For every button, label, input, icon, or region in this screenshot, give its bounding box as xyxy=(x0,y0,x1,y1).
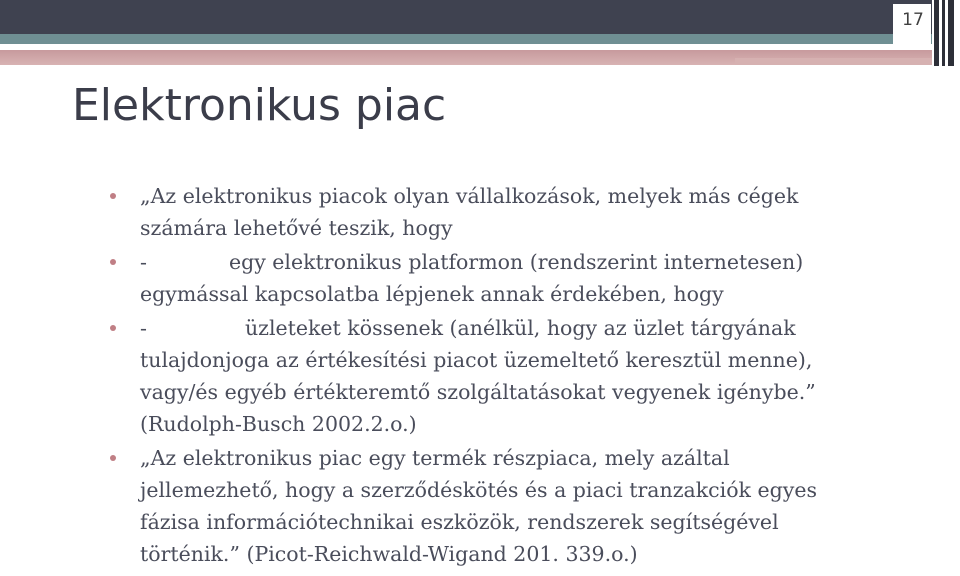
header-band-rose-accent xyxy=(735,58,932,65)
bullet-dot-icon xyxy=(110,193,116,199)
bullet-text-line: tulajdonjoga az értékesítési piacot üzemeltető keresztül menne), xyxy=(140,348,813,372)
dash-marker: - xyxy=(140,250,147,274)
header-stripe xyxy=(934,0,939,66)
bullet-dot-icon xyxy=(110,455,116,461)
list-item xyxy=(110,312,930,440)
list-item xyxy=(110,246,930,310)
bullet-dot-icon xyxy=(110,325,116,331)
bullet-text: üzleteket kössenek (anélkül, hogy az üzlet tárgyának xyxy=(244,316,796,340)
bullet-text: egy elektronikus platformon (rendszerint internetesen) xyxy=(228,250,804,274)
bullet-text-line xyxy=(140,312,930,344)
header-stripes xyxy=(932,0,960,66)
header-stripe xyxy=(948,0,954,66)
dash-marker: - xyxy=(140,316,147,340)
header-stripe xyxy=(942,0,945,66)
bullet-text-line: fázisa információtechnikai eszközök, rendszerek segítségével xyxy=(140,510,779,534)
slide-number: 17 xyxy=(902,10,924,30)
header-band-teal xyxy=(0,34,932,44)
page-title: Elektronikus piac xyxy=(72,80,447,131)
bullet-text-line: (Rudolph-Busch 2002.2.o.) xyxy=(140,412,417,436)
list-item xyxy=(110,442,930,570)
bullet-dot-icon xyxy=(110,259,116,265)
bullet-text-line: jellemezhető, hogy a szerződéskötés és a piaci tranzakciók egyes xyxy=(140,478,817,502)
bullet-text-line xyxy=(140,246,930,278)
bullet-text-line: „Az elektronikus piacok olyan vállalkozások, melyek más cégek xyxy=(140,184,799,208)
bullet-text-line: vagy/és egyéb értékteremtő szolgáltatásokat vegyenek igénybe.” xyxy=(140,380,816,404)
list-item xyxy=(110,180,930,244)
bullet-text-line: számára lehetővé teszik, hogy xyxy=(140,216,453,240)
bullet-text-line: „Az elektronikus piac egy termék részpiaca, mely azáltal xyxy=(140,446,730,470)
header-band-dark xyxy=(0,0,960,34)
bullet-text-line: egymással kapcsolatba lépjenek annak érdekében, hogy xyxy=(140,282,724,306)
bullet-text-line: történik.” (Picot-Reichwald-Wigand 201. 339.o.) xyxy=(140,542,638,566)
slide-body xyxy=(110,180,930,572)
